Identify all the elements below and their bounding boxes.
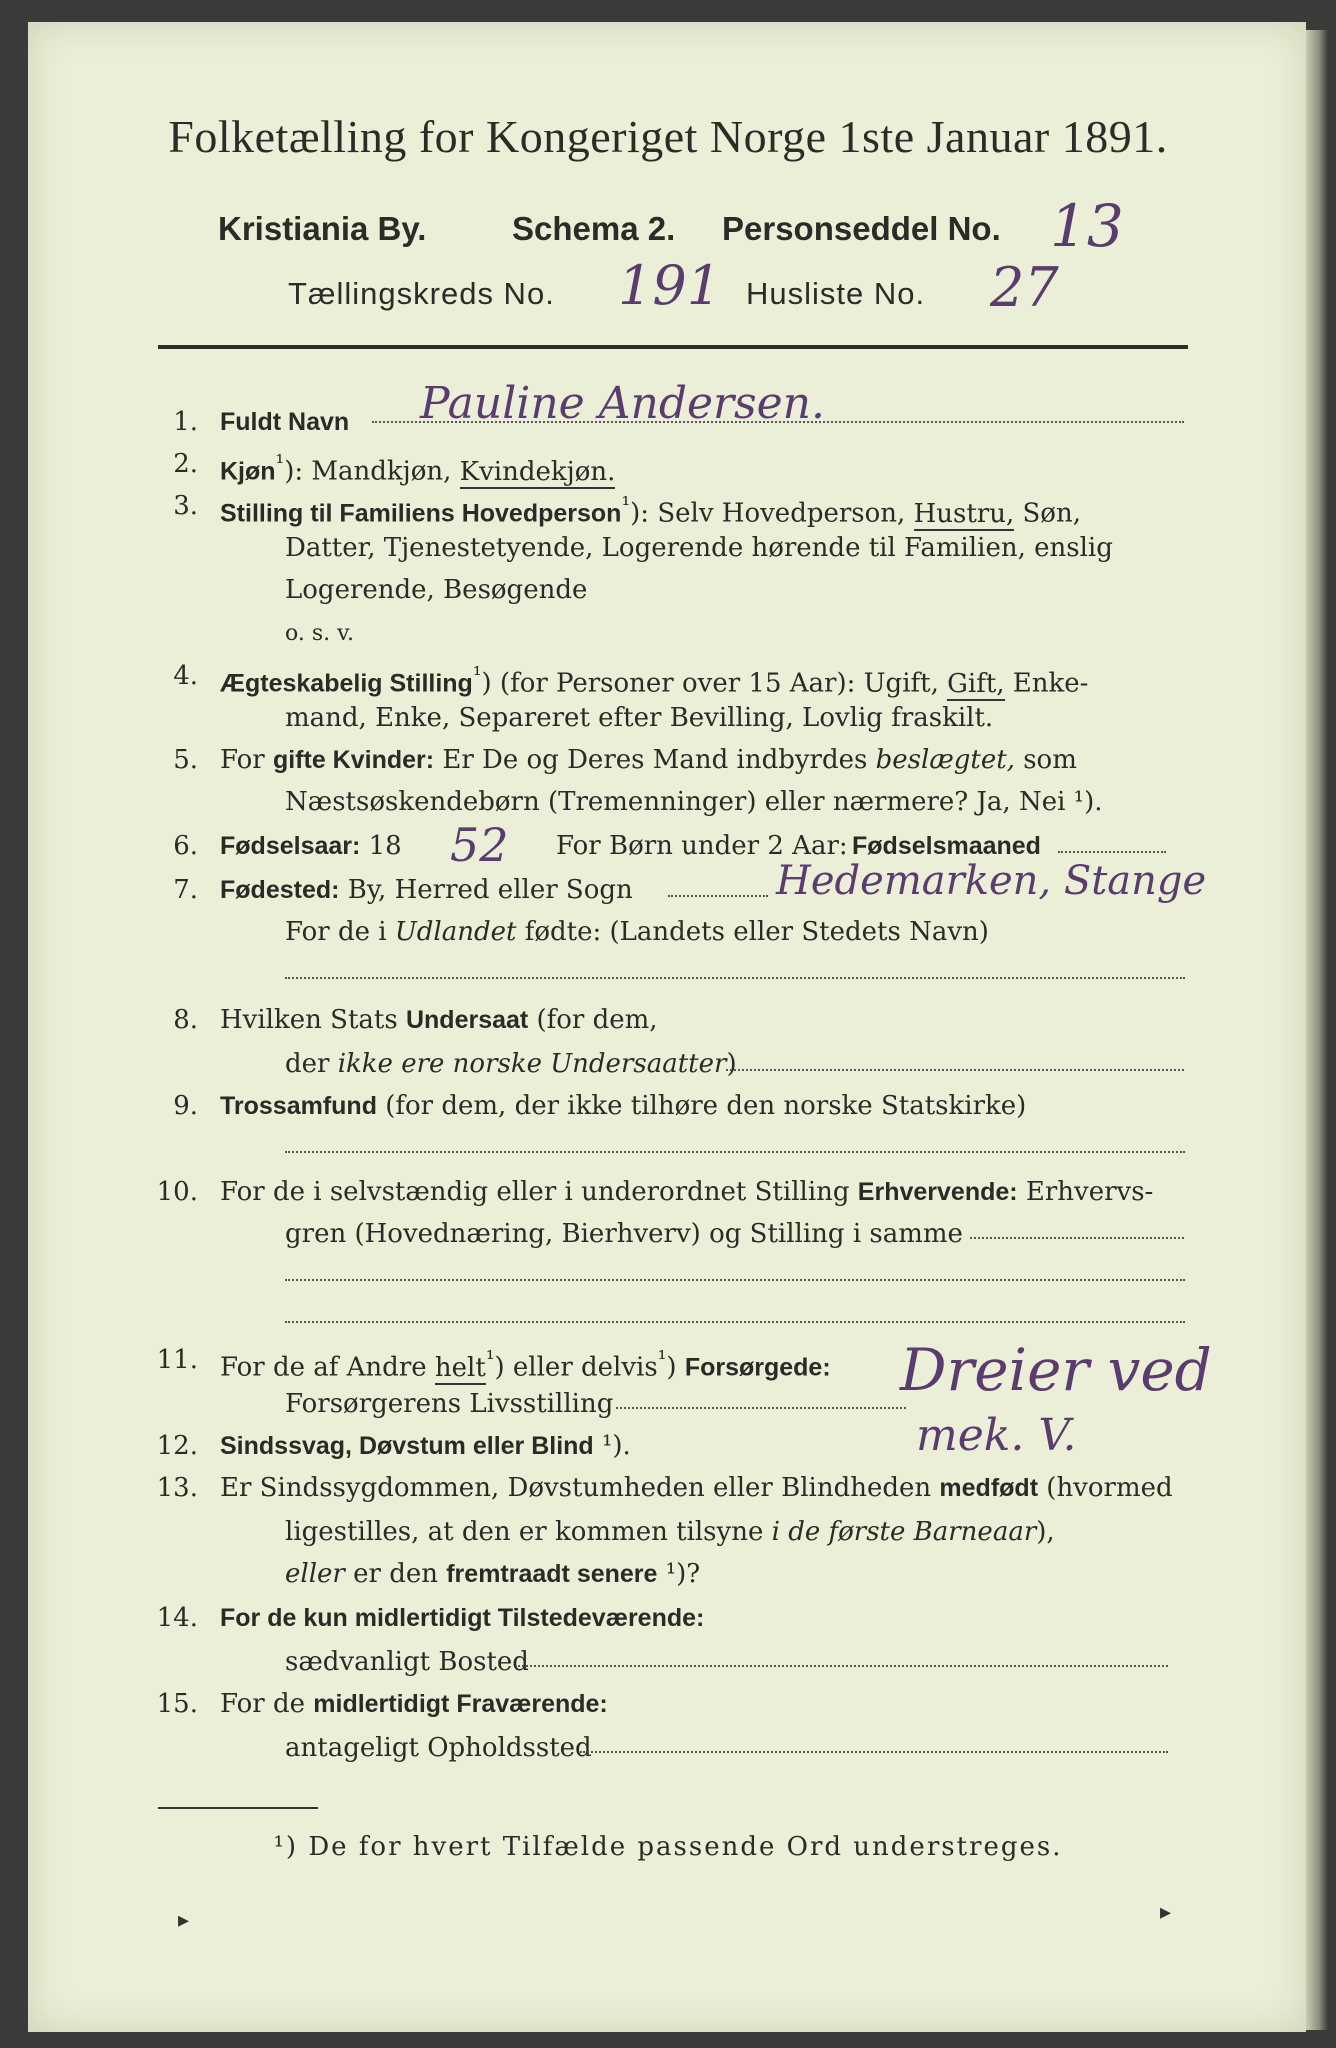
full-name-label: Fuldt Navn xyxy=(220,408,350,436)
ink-mark-2: ▸ xyxy=(1160,1900,1172,1925)
husliste-label: Husliste No. xyxy=(746,276,926,311)
marital-status-selected: Gift, xyxy=(947,668,1005,699)
city-label: Kristiania By. xyxy=(218,210,427,247)
provider-occupation-value: Dreier ved xyxy=(900,1336,1212,1404)
header-rule xyxy=(158,345,1188,349)
family-position-selected: Hustru, xyxy=(913,498,1015,529)
footnote-rule xyxy=(158,1807,318,1809)
kreds-label: Tællingskreds No. xyxy=(288,276,555,311)
page-edge xyxy=(1306,30,1328,2030)
dependent-selected: helt xyxy=(434,1352,486,1383)
full-name-value: Pauline Andersen. xyxy=(420,378,826,429)
form-title: Folketælling for Kongeriget Norge 1ste Januar 1891. xyxy=(168,111,1168,162)
schema-label: Schema 2. xyxy=(512,210,676,247)
footnote: ¹) De for hvert Tilfælde passende Ord understreges. xyxy=(273,1832,1063,1862)
birth-year-value: 52 xyxy=(450,818,509,872)
personseddel-number: 13 xyxy=(1050,192,1124,260)
birthplace-value: Hedemarken, Stange xyxy=(776,858,1207,904)
ink-mark: ▸ xyxy=(178,1908,190,1933)
sex-selected: Kvindekjøn. xyxy=(459,456,616,487)
personseddel-label: Personseddel No. xyxy=(722,210,1001,247)
kreds-number: 191 xyxy=(618,254,722,317)
provider-occupation-value-2: mek. V. xyxy=(916,1410,1077,1461)
husliste-number: 27 xyxy=(990,256,1059,319)
